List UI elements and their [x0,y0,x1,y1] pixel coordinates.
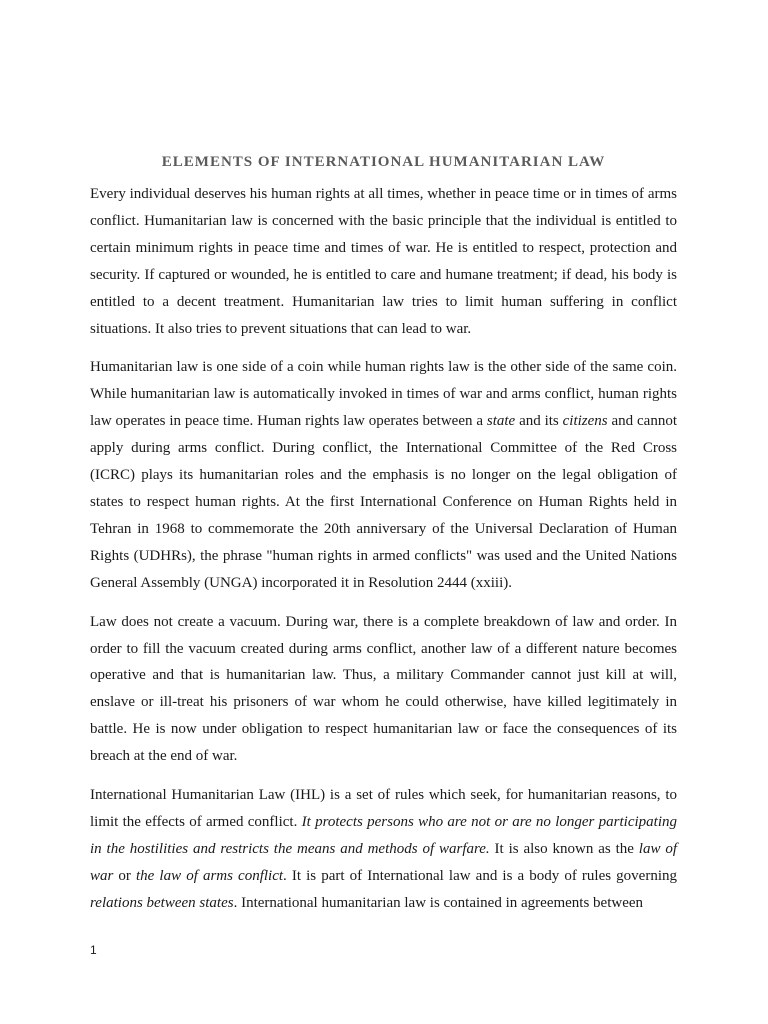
paragraph-text: and its [515,413,563,430]
paragraph-text: It is also known as the [489,840,639,857]
document-body [90,181,677,929]
paragraph-text: Every individual deserves his human rights at all times, whether in peace time or in times of arms conflict. Humanitarian law is concerned with the basic principle that the individual is entitled to certain minimum rights in peace time and times of war. He is entitled to respect, protection and security. If captured or wounded, he is entitled to care and humane treatment; if dead, his body is entitled to a decent treatment. Humanitarian law tries to limit human suffering in conflict situations. It also tries to prevent situations that can lead to war. [90,186,677,337]
paragraph-text: Humanitarian law is one side of a coin while human rights law is the other side of the same coin. While humanitarian law is automatically invoked in times of war and arms conflict, human rights law operates in peace time. Human rights law operates between a [90,359,677,430]
paragraph-text: . International humanitarian law is contained in agreements between [233,894,644,911]
italic-term-state: state [486,413,516,430]
italic-term-law-of-war: law of war [90,840,677,884]
paragraph-text: and cannot apply during arms conflict. During conflict, the International Committee of the Red Cross (ICRC) plays its humanitarian roles and the emphasis is no longer on the legal obligation of states to respect human rights. At the first International Conference on Human Rights held in Tehran in 1968 to commemorate the 20th anniversary of the Universal Declaration of Human Rights (UDHRs), the phrase "human rights in armed conflicts" was used and the United Nations General Assembly (UNGA) incorporated it in Resolution 2444 (xxiii). [90,413,677,591]
italic-term-law-of-arms-conflict: the law of arms conflict [136,867,284,884]
paragraph-text: . It is part of International law and is a body of rules governing [283,867,677,884]
paragraph-1 [90,181,677,342]
page-number: 1 [90,943,97,957]
paragraph-2 [90,354,677,596]
document-title: ELEMENTS OF INTERNATIONAL HUMANITARIAN LAW [161,154,606,170]
paragraph-3 [90,609,677,770]
italic-term-relations-between-states: relations between states [90,894,234,911]
italic-sentence: It protects persons who are not or are no longer participating in the hostilities and restricts the means and methods of warfare. [90,813,677,857]
paragraph-text: Law does not create a vacuum. During war, there is a complete breakdown of law and order. In order to fill the vacuum created during arms conflict, another law of a different nature becomes operative and that is humanitarian law. Thus, a military Commander cannot just kill at will, enslave or ill-treat his prisoners of war whom he could otherwise, have killed legitimately in battle. He is now under obligation to respect humanitarian law or face the consequences of its breach at the end of war. [90,613,677,765]
paragraph-text: or [113,867,137,884]
paragraph-4 [90,782,677,917]
paragraph-text: International Humanitarian Law (IHL) is a set of rules which seek, for humanitarian reasons, to limit the effects of armed conflict. [90,787,677,830]
italic-term-citizens: citizens [562,413,608,430]
